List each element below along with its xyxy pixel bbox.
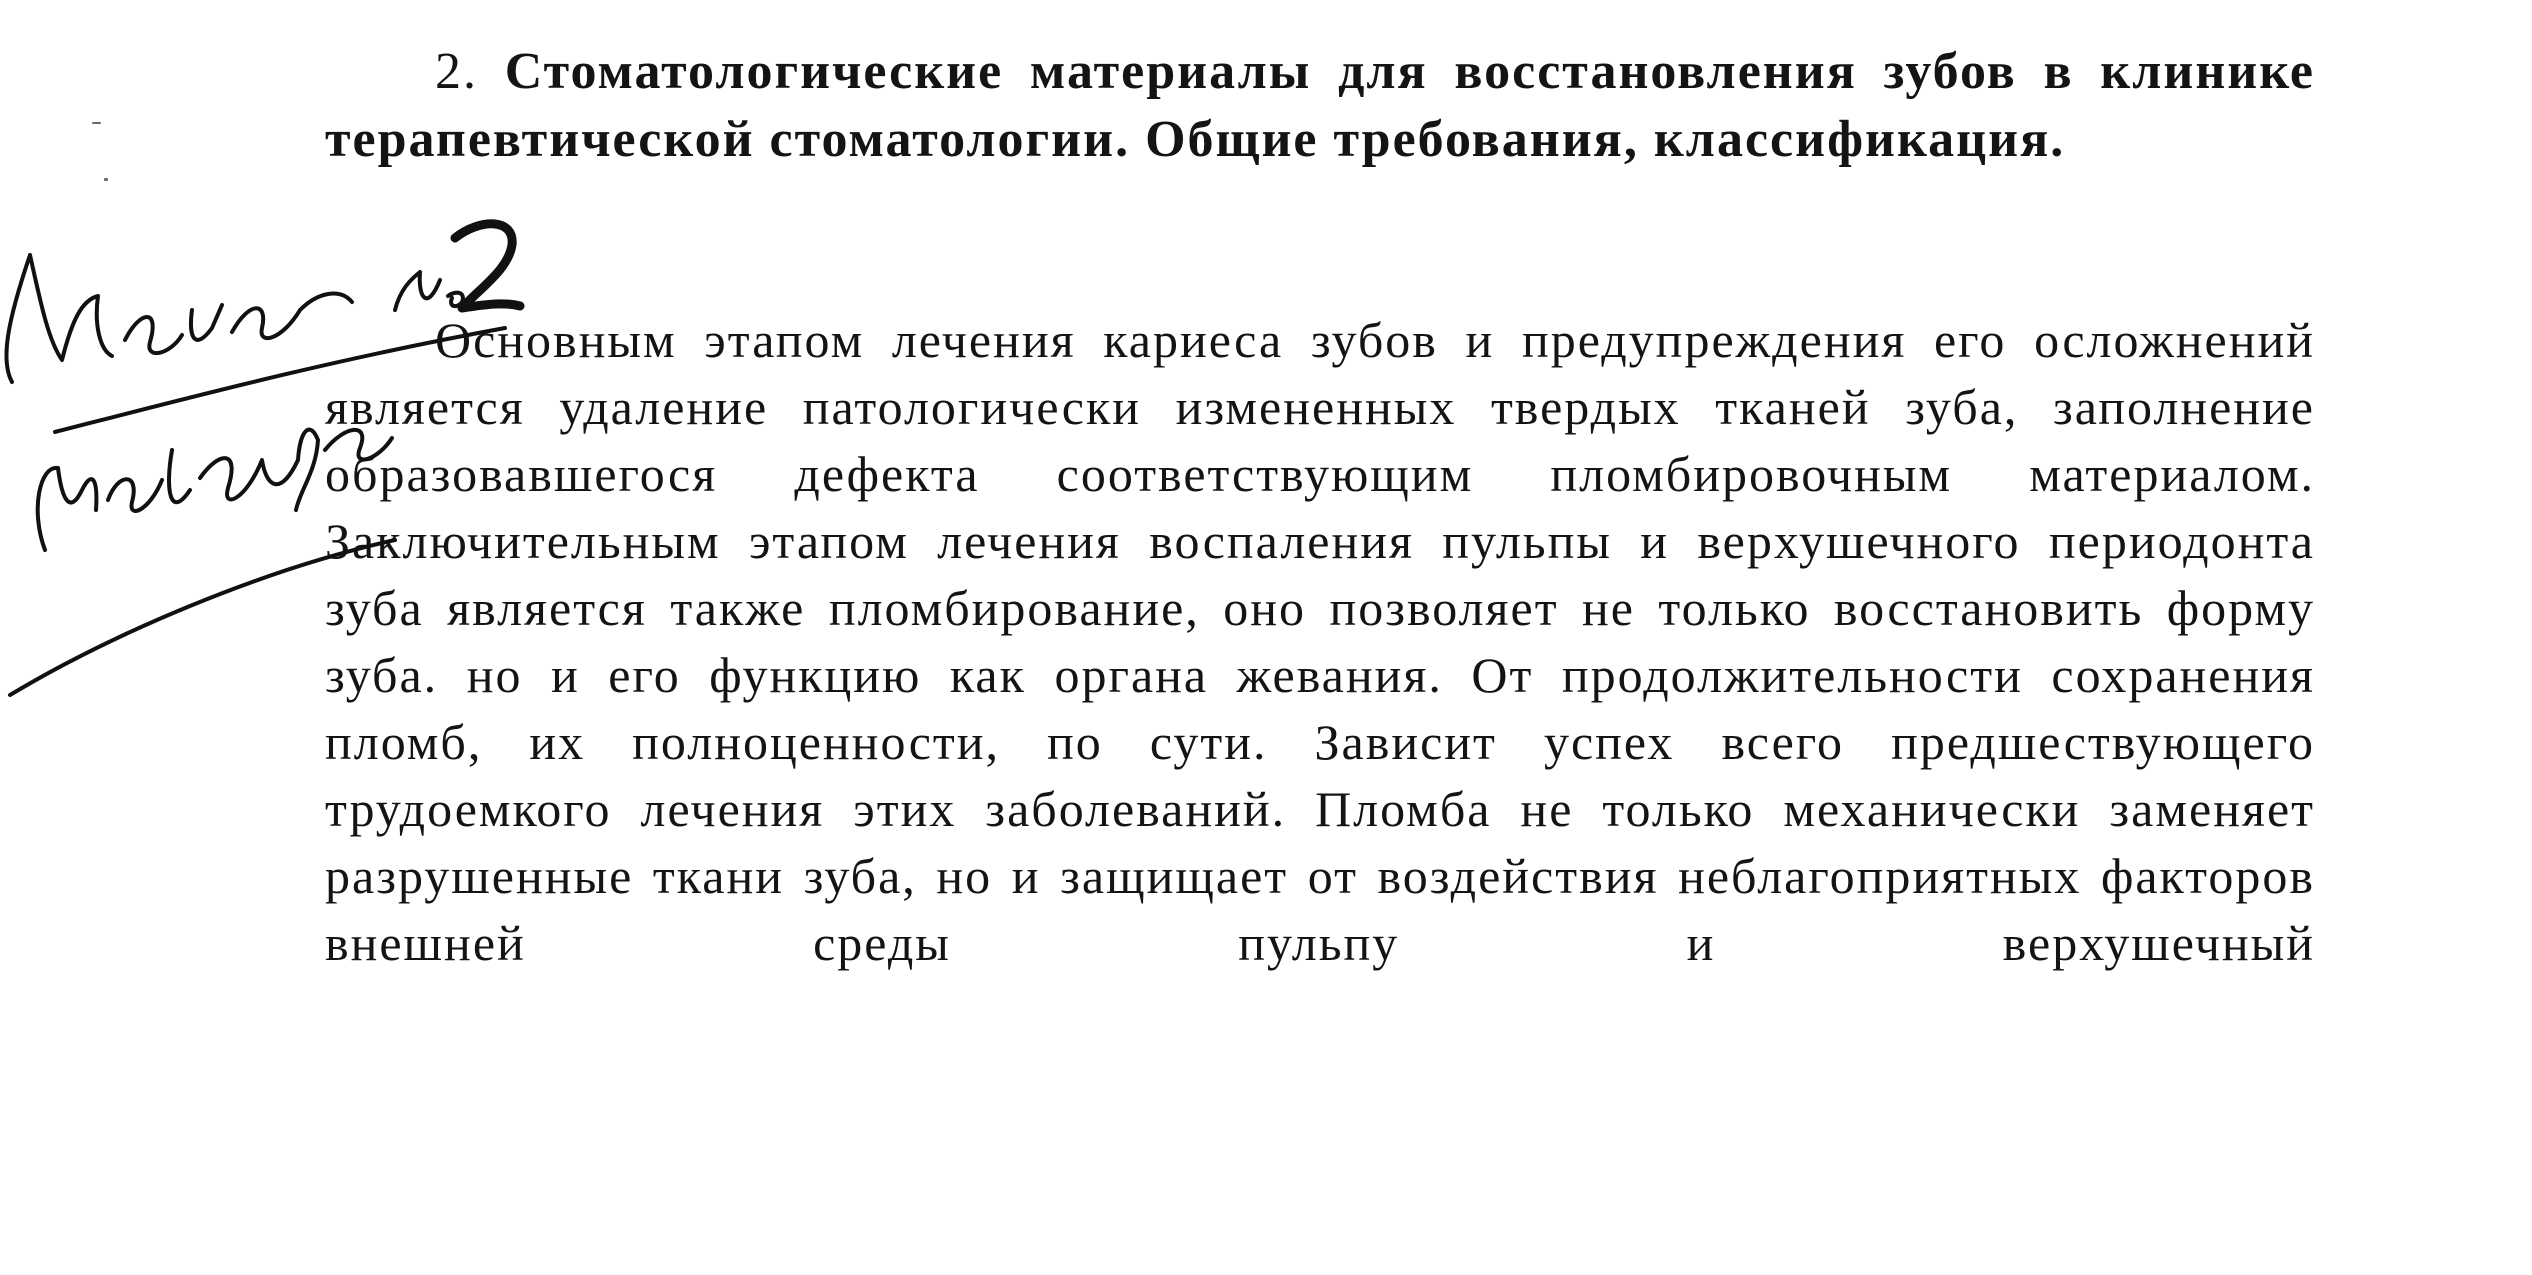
lecture-word-stroke — [6, 255, 352, 382]
digit-two-stroke — [455, 224, 520, 308]
body-paragraph: Основным этапом лечения кариеса зубов и предупреждения его осложнений является удаление патологически измененных твердых тканей зуба, заполнение образовавшегося дефекта соответствующим пломбировочным материалом. Заключительным этапом лечения воспаления пульпы и верхушечного периодонта зуба является также пломбирование, оно позволяет не только восстановить форму зуба. но и его функцию как органа жевания. От продолжительности сохранения пломб, их полноценности, по сути. Зависит успех всего предшествующего трудоемкого лечения этих заболеваний. Пломба не только механически заменяет разрушенные ткани зуба, но и защищает от воздействия неблагоприятных факторов внешней среды пульпу и верхушечный — [325, 312, 2315, 971]
section-heading — [325, 38, 2315, 174]
scan-speck — [104, 178, 108, 181]
scan-speck — [92, 122, 101, 124]
heading-title: Стоматологические материалы для восстановления зубов в клинике терапевтической стоматологии. Общие требования, классификация. — [325, 43, 2316, 168]
heading-number: 2. — [435, 43, 478, 100]
number-sign-stroke — [395, 272, 463, 310]
